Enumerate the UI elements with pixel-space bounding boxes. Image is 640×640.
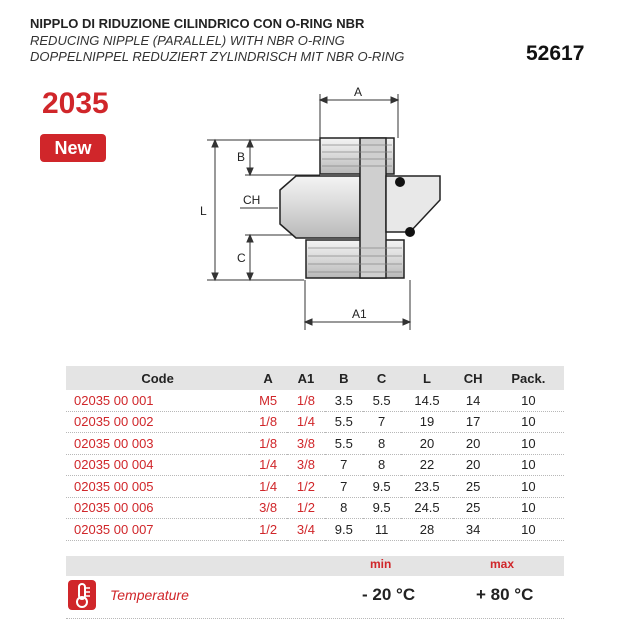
cell-c: 8 [363, 454, 401, 476]
table-row [66, 454, 564, 476]
cell-c: 9.5 [363, 476, 401, 498]
arrow-right [391, 97, 398, 103]
label-b: B [237, 150, 246, 164]
cell-a1: 3/8 [287, 433, 325, 455]
header-c: C [363, 366, 401, 390]
cell-b: 7 [325, 454, 363, 476]
specifications-table [66, 366, 564, 541]
cell-a: 1/4 [249, 454, 287, 476]
cell-pack: 10 [493, 519, 564, 541]
technical-drawing [180, 80, 470, 350]
cell-ch: 14 [453, 390, 492, 411]
cell-b: 5.5 [325, 411, 363, 433]
thermometer-icon [68, 580, 96, 610]
cell-b: 8 [325, 497, 363, 519]
title-italian: NIPPLO DI RIDUZIONE CILINDRICO CON O-RING NBR [30, 16, 365, 31]
cell-code: 02035 00 002 [66, 411, 249, 433]
max-temperature-value: + 80 °C [476, 585, 534, 604]
series-number: 2035 [42, 87, 109, 120]
table-header-row [66, 366, 564, 390]
table-row [66, 433, 564, 455]
cell-l: 20 [401, 433, 454, 455]
table-row [66, 411, 564, 433]
cell-c: 7 [363, 411, 401, 433]
cell-ch: 34 [453, 519, 492, 541]
cell-l: 14.5 [401, 390, 454, 411]
cell-code: 02035 00 004 [66, 454, 249, 476]
cell-c: 11 [363, 519, 401, 541]
header-ch: CH [453, 366, 492, 390]
cell-pack: 10 [493, 497, 564, 519]
arrow-left [320, 97, 327, 103]
label-l: L [200, 204, 207, 218]
header-a1: A1 [287, 366, 325, 390]
label-a: A [354, 85, 363, 99]
cell-a1: 1/2 [287, 497, 325, 519]
cell-a: 1/4 [249, 476, 287, 498]
title-english: REDUCING NIPPLE (PARALLEL) WITH NBR O-RING [30, 33, 345, 48]
table-row [66, 519, 564, 541]
new-badge: New [40, 134, 106, 162]
cell-pack: 10 [493, 454, 564, 476]
min-temperature-value: - 20 °C [362, 585, 416, 604]
cell-a: 1/8 [249, 411, 287, 433]
cell-ch: 17 [453, 411, 492, 433]
cell-a1: 3/8 [287, 454, 325, 476]
cell-l: 22 [401, 454, 454, 476]
cell-a: M5 [249, 390, 287, 411]
hex-body [280, 176, 360, 238]
cell-b: 9.5 [325, 519, 363, 541]
cell-a: 3/8 [249, 497, 287, 519]
table-row [66, 390, 564, 411]
title-german: DOPPELNIPPEL REDUZIERT ZYLINDRISCH MIT NBR O-RING [30, 49, 405, 64]
cell-code: 02035 00 006 [66, 497, 249, 519]
header-pack: Pack. [493, 366, 564, 390]
cell-l: 28 [401, 519, 454, 541]
cell-c: 5.5 [363, 390, 401, 411]
cell-a1: 1/4 [287, 411, 325, 433]
header-l: L [401, 366, 454, 390]
cell-pack: 10 [493, 390, 564, 411]
table-row [66, 476, 564, 498]
cell-pack: 10 [493, 476, 564, 498]
label-ch: CH [243, 193, 261, 207]
cell-code: 02035 00 007 [66, 519, 249, 541]
cell-l: 23.5 [401, 476, 454, 498]
header-a: A [249, 366, 287, 390]
o-ring-top [395, 177, 405, 187]
cell-ch: 20 [453, 433, 492, 455]
cell-a: 1/8 [249, 433, 287, 455]
cell-b: 5.5 [325, 433, 363, 455]
label-c: C [237, 251, 246, 265]
temperature-label: Temperature [110, 587, 189, 603]
min-label: min [370, 557, 392, 571]
cell-l: 24.5 [401, 497, 454, 519]
product-code: 52617 [526, 42, 585, 65]
cell-b: 7 [325, 476, 363, 498]
cell-c: 8 [363, 433, 401, 455]
max-label: max [490, 557, 515, 571]
cell-ch: 20 [453, 454, 492, 476]
o-ring-bottom [405, 227, 415, 237]
cell-code: 02035 00 003 [66, 433, 249, 455]
header-b: B [325, 366, 363, 390]
cell-ch: 25 [453, 497, 492, 519]
cell-a1: 1/8 [287, 390, 325, 411]
cell-code: 02035 00 005 [66, 476, 249, 498]
table-row [66, 497, 564, 519]
cell-ch: 25 [453, 476, 492, 498]
header-code: Code [66, 366, 249, 390]
cell-a1: 1/2 [287, 476, 325, 498]
cell-pack: 10 [493, 433, 564, 455]
cell-pack: 10 [493, 411, 564, 433]
cell-l: 19 [401, 411, 454, 433]
cell-code: 02035 00 001 [66, 390, 249, 411]
divider [66, 618, 564, 619]
cell-b: 3.5 [325, 390, 363, 411]
cell-c: 9.5 [363, 497, 401, 519]
section-cut [386, 176, 440, 232]
label-a1: A1 [352, 307, 367, 321]
cell-a1: 3/4 [287, 519, 325, 541]
cell-a: 1/2 [249, 519, 287, 541]
